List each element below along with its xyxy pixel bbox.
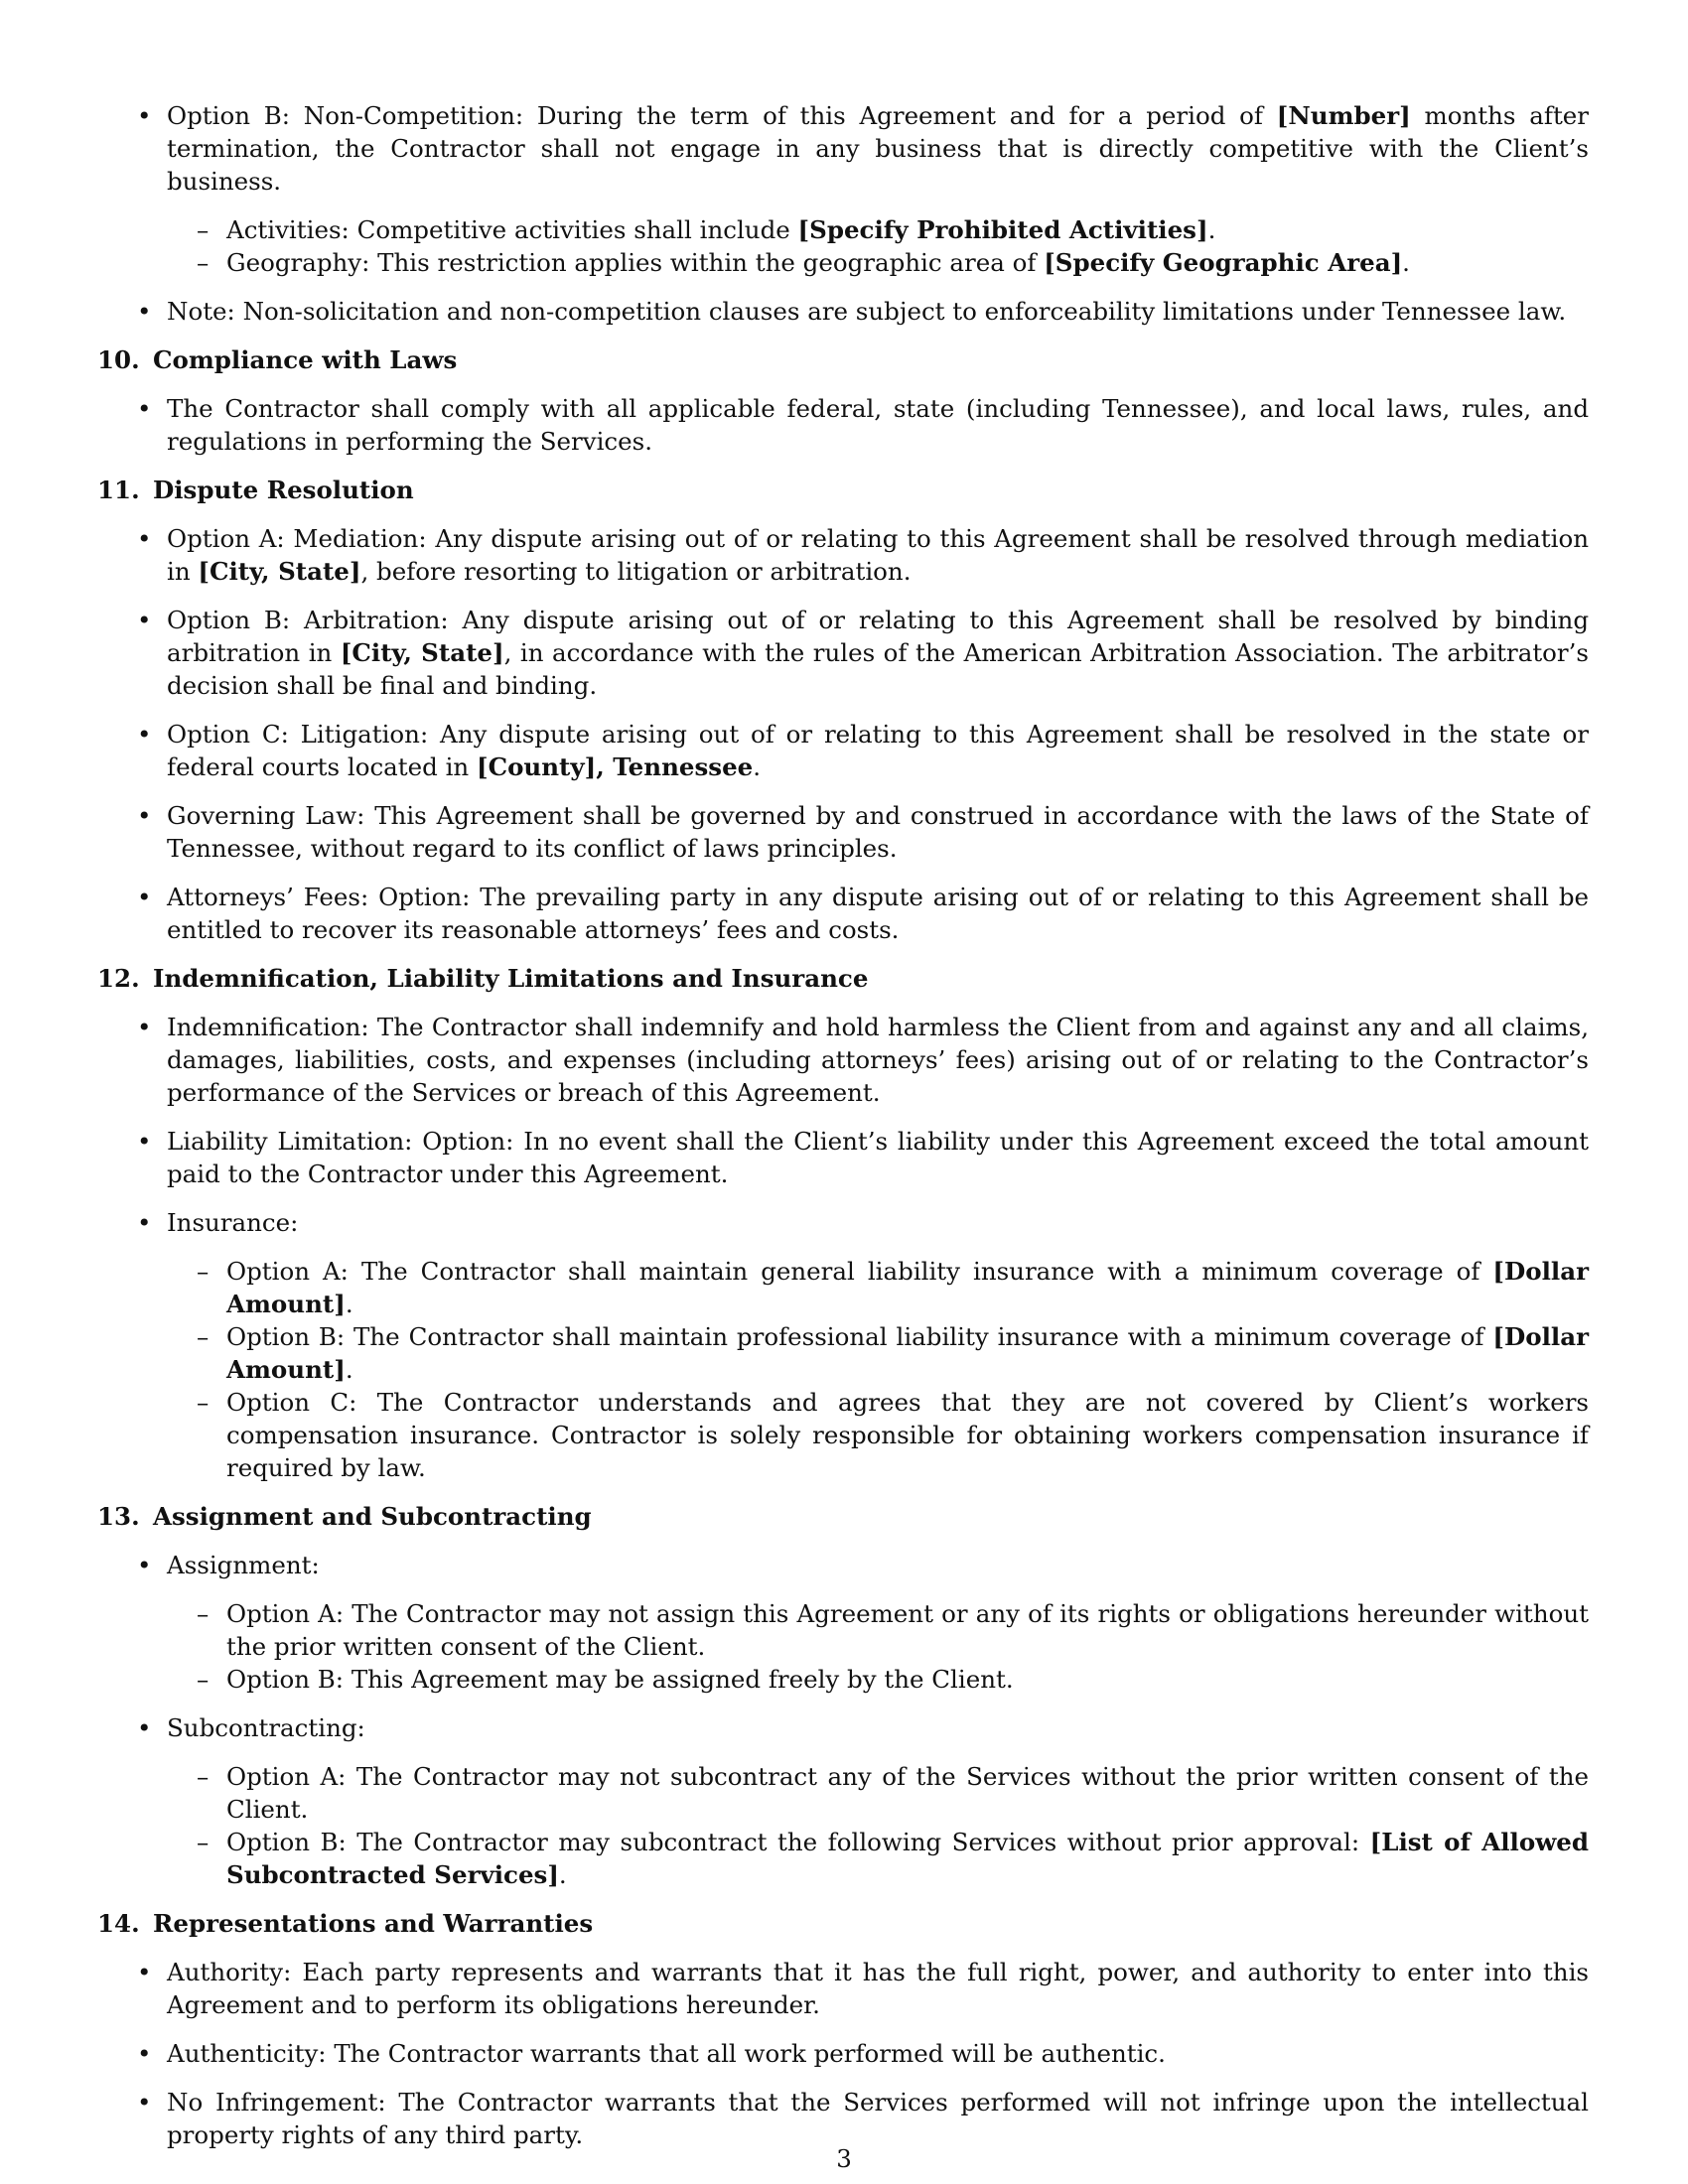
sub-list-item	[167, 1386, 1589, 1484]
list-item	[97, 1011, 1589, 1109]
section-number: 13.	[97, 1502, 140, 1531]
section-list	[97, 1956, 1589, 2151]
clause-text: Authenticity: The Contractor warrants that all work performed will be authentic.	[167, 2039, 1166, 2068]
section-number: 10.	[97, 345, 140, 374]
clause-text: Option B: This Agreement may be assigned freely by the Client.	[226, 1665, 1014, 1694]
page-content	[97, 99, 1589, 2167]
clause-text: Insurance:	[167, 1208, 299, 1237]
clause-text: Geography: This restriction applies within the geographic area of	[226, 248, 1045, 277]
clause-text: Option A: The Contractor may not assign this Agreement or any of its rights or obligations hereunder without the prior written consent of the Client.	[226, 1599, 1589, 1661]
clause-text: .	[1207, 215, 1216, 244]
section-heading	[97, 343, 1589, 376]
clause-text: .	[1402, 248, 1410, 277]
list-item	[97, 799, 1589, 865]
clause-text: The Contractor shall comply with all applicable federal, state (including Tennessee), and local laws, rules, and regulations in performing the Services.	[167, 394, 1589, 456]
clause-text: .	[345, 1355, 353, 1384]
clause-text: .	[345, 1290, 353, 1318]
section-heading	[97, 1500, 1589, 1533]
list-item	[97, 1549, 1589, 1696]
placeholder-text: [Specify Prohibited Activities]	[797, 215, 1208, 244]
clause-text: Option C: The Contractor understands and agrees that they are not covered by Client’s workers compensation insurance. Contractor is solely responsible for obtaining workers compensation insurance if required by law.	[226, 1388, 1589, 1482]
list-item	[97, 1956, 1589, 2021]
section-list	[97, 522, 1589, 946]
list-item	[97, 718, 1589, 783]
placeholder-text: [List of Allowed Subcontracted Services]	[226, 1828, 1590, 1889]
placeholder-text: [Dollar Amount]	[226, 1322, 1589, 1384]
sub-list	[167, 1597, 1589, 1696]
list-item	[97, 522, 1589, 588]
clause-text: Option A: Mediation: Any dispute arising out of or relating to this Agreement shall be resolved through mediation in	[167, 524, 1589, 586]
section-title: Compliance with Laws	[153, 345, 458, 374]
section-title: Representations and Warranties	[153, 1909, 594, 1938]
sub-list-item	[167, 1320, 1589, 1386]
section-heading	[97, 1907, 1589, 1940]
section-list	[97, 1011, 1589, 1484]
list-item	[97, 99, 1589, 279]
clause-text: months after termination, the Contractor shall not engage in any business that is directly competitive with the Client’s business.	[167, 101, 1589, 196]
clause-text: .	[753, 752, 762, 781]
sub-list-item	[167, 1597, 1589, 1663]
placeholder-text: [City, State]	[340, 638, 504, 667]
section-number: 11.	[97, 476, 140, 504]
clause-text: Authority: Each party represents and warrants that it has the full right, power, and authority to enter into this Agreement and to perform its obligations hereunder.	[167, 1958, 1589, 2019]
section-number: 14.	[97, 1909, 140, 1938]
placeholder-text: [Specify Geographic Area]	[1044, 248, 1403, 277]
section-heading	[97, 962, 1589, 995]
placeholder-text: [Number]	[1276, 101, 1411, 130]
section-heading	[97, 474, 1589, 506]
sub-list	[167, 213, 1589, 279]
section-title: Indemnification, Liability Limitations and Insurance	[153, 964, 869, 993]
clause-text: Attorneys’ Fees: Option: The prevailing party in any dispute arising out of or relating to this Agreement shall be entitled to recover its reasonable attorneys’ fees and costs.	[167, 883, 1589, 944]
sub-list-item	[167, 1760, 1589, 1826]
list-item	[97, 1711, 1589, 1891]
section-title: Dispute Resolution	[153, 476, 414, 504]
clause-text: Option A: The Contractor may not subcontract any of the Services without the prior written consent of the Client.	[226, 1762, 1589, 1824]
sub-list	[167, 1760, 1589, 1891]
placeholder-text: [City, State]	[198, 557, 361, 586]
clause-text: Activities: Competitive activities shall include	[226, 215, 798, 244]
placeholder-text: [County], Tennessee	[477, 752, 754, 781]
clause-text: Option A: The Contractor shall maintain general liability insurance with a minimum coverage of	[226, 1257, 1493, 1286]
sub-list	[167, 1255, 1589, 1484]
clause-text: Assignment:	[167, 1551, 320, 1579]
list-item	[97, 881, 1589, 946]
clause-text: , in accordance with the rules of the American Arbitration Association. The arbitrator’s decision shall be final and binding.	[167, 638, 1589, 700]
clause-text: Option B: Non-Competition: During the term of this Agreement and for a period of	[167, 101, 1277, 130]
list-item	[97, 2037, 1589, 2070]
sub-list-item	[167, 246, 1589, 279]
intro-list	[97, 99, 1589, 328]
sub-list-item	[167, 1826, 1589, 1891]
clause-text: Option B: Arbitration: Any dispute arising out of or relating to this Agreement shall be resolved by binding arbitration in	[167, 606, 1589, 667]
section-title: Assignment and Subcontracting	[153, 1502, 592, 1531]
clause-text: Option C: Litigation: Any dispute arising out of or relating to this Agreement shall be resolved in the state or federal courts located in	[167, 720, 1589, 781]
clause-text: Indemnification: The Contractor shall indemnify and hold harmless the Client from and against any and all claims, damages, liabilities, costs, and expenses (including attorneys’ fees) arising out of or relating to the Contractor’s performance of the Services or breach of this Agreement.	[167, 1013, 1589, 1107]
placeholder-text: [Dollar Amount]	[226, 1257, 1589, 1318]
clause-text: , before resorting to litigation or arbitration.	[360, 557, 912, 586]
clause-text: .	[558, 1860, 567, 1889]
list-item	[97, 295, 1589, 328]
list-item	[97, 1206, 1589, 1484]
clause-text: Liability Limitation: Option: In no event shall the Client’s liability under this Agreement exceed the total amount paid to the Contractor under this Agreement.	[167, 1127, 1589, 1188]
sections-container	[97, 343, 1589, 2151]
section-number: 12.	[97, 964, 140, 993]
list-item	[97, 604, 1589, 702]
sub-list-item	[167, 213, 1589, 246]
clause-text: Option B: The Contractor may subcontract the following Services without prior approval:	[226, 1828, 1370, 1856]
clause-text: Note: Non-solicitation and non-competition clauses are subject to enforceability limitations under Tennessee law.	[167, 297, 1567, 326]
page-number: 3	[836, 2144, 852, 2173]
clause-text: Option B: The Contractor shall maintain professional liability insurance with a minimum coverage of	[226, 1322, 1493, 1351]
section-list	[97, 1549, 1589, 1891]
sub-list-item	[167, 1663, 1589, 1696]
section-list	[97, 392, 1589, 458]
list-item	[97, 392, 1589, 458]
sub-list-item	[167, 1255, 1589, 1320]
list-item	[97, 1125, 1589, 1190]
clause-text: No Infringement: The Contractor warrants that the Services performed will not infringe upon the intellectual property rights of any third party.	[167, 2088, 1589, 2149]
clause-text: Subcontracting:	[167, 1713, 365, 1742]
clause-text: Governing Law: This Agreement shall be governed by and construed in accordance with the laws of the State of Tennessee, without regard to its conflict of laws principles.	[167, 801, 1589, 863]
